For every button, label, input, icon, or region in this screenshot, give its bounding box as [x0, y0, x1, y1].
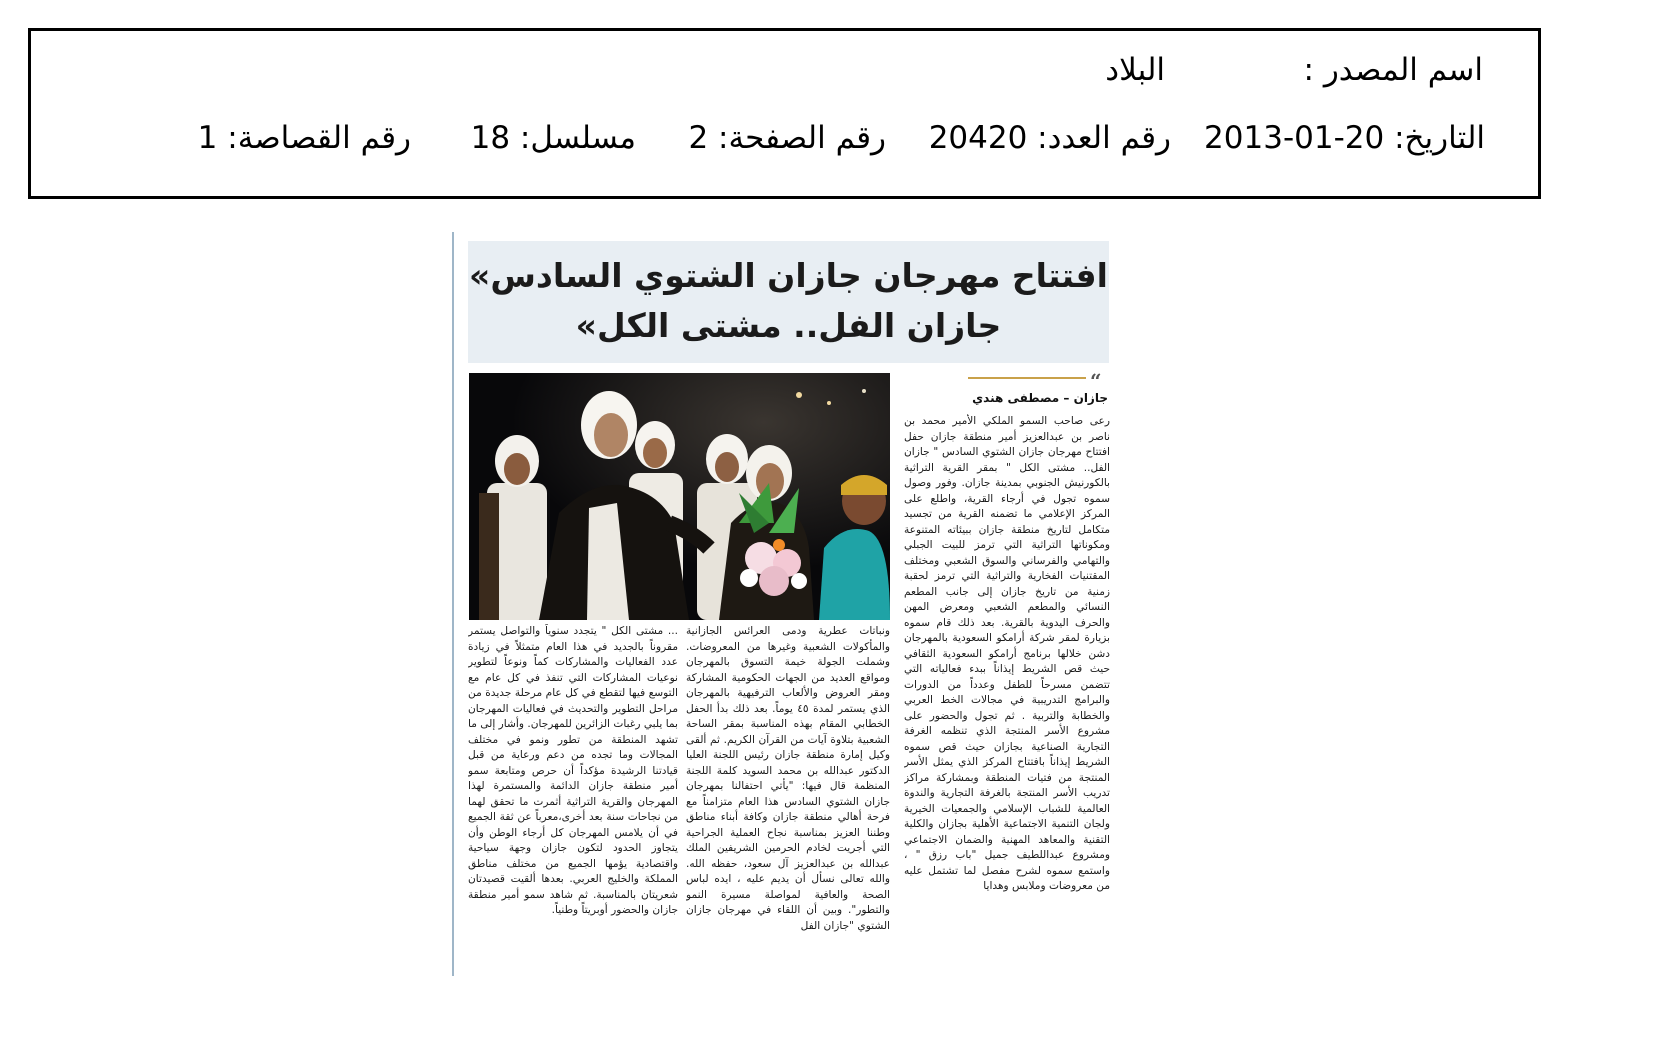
serial-number-field: مسلسل: 18	[470, 120, 636, 156]
article-column-right: رعى صاحب السمو الملكي الأمير محمد بن ناصر بن عبدالعزيز أمير منطقة جازان حفل افتتاح مهرجان جازان الشتوي السادس " جازان الفل.. مشتى الكل " بمقر القرية التراثية بالكورنيش الجنوبي بمدينة جازان. وفور وصول سموه تجول في أرجاء القرية، واطلع على المركز الإعلامي ما تضمنه القرية من تجسيد متكامل لتاريخ منطقة جازان ببيئاته المتنوعة ومكوناتها التراثية التي ترمز للبيت الجبلي والتهامي والفرساني والسوق الشعبي ومختلف المقتنيات الفخارية والتراثية التي ترمز لحقبة زمنية من تاريخ جازان إلى جانب المطعم النسائي والمطعم الشعبي ومعرض المهن والحرف اليدوية بالقرية. بعد ذلك قام سموه بزيارة لمقر شركة أرامكو السعودية بالمهرجان دشن خلالها برنامج أرامكو السعودية الثقافي حيث قص الشريط إيذاناً ببدء فعالياته التي تتضمن مسرحاً للطفل وعدداً من الدورات والبرامج التدريبية في مجالات الخط العربي والخطابة والتربية . ثم تجول والحضور على مشروع الأسر المنتجة الذي تنظمه الغرفة التجارية الصناعية بجازان حيث قص سموه الشريط إيذاناً بافتتاح المركز الذي يمثل الأسر المنتجة من فتيات المنطقة وبمشاركة مراكز تدريب الأسر المنتجة بالغرفة التجارية والندوة العالمية للشباب الإسلامي والجمعيات الخيرية ولجان التنمية الاجتماعية الأهلية بجازان والكلية التقنية والمعاهد المهنية والضمان الاجتماعي ومشروع عبداللطيف جميل "باب رزق " ، واستمع سموه لشرح مفصل لما تشتمل عليه من معروضات وملابس وهدايا	[904, 415, 1110, 892]
clipping-number-field: رقم القصاصة: 1	[197, 120, 411, 156]
quote-mark-icon: “	[1090, 369, 1102, 393]
headline-panel	[468, 241, 1109, 363]
date-field: التاريخ: 20-01-2013	[1204, 120, 1485, 156]
headline-line-2: جازان الفل.. مشتى الكل»	[575, 306, 1002, 345]
source-label: اسم المصدر :	[1303, 52, 1483, 88]
headline-line-1: افتتاح مهرجان جازان الشتوي السادس»	[469, 256, 1108, 295]
photo-illustration	[469, 373, 890, 620]
source-value: البلاد	[1105, 52, 1165, 88]
article-photo	[469, 373, 890, 620]
clipping-edge-rule	[452, 232, 454, 976]
issue-number-field: رقم العدد: 20420	[928, 120, 1171, 156]
page-number-field: رقم الصفحة: 2	[688, 120, 886, 156]
byline: جازان – مصطفى هندي	[972, 391, 1108, 405]
byline-divider	[968, 377, 1086, 379]
article-column-middle: ونباتات عطرية ودمى العرائس الجازانية والمأكولات الشعبية وغيرها من المعروضات. وشملت الجولة خيمة التسوق بالمهرجان ومواقع العديد من الجهات الحكومية المشاركة ومقر العروض والألعاب الترفيهية بالمهرجان الذي يستمر لمدة ٤٥ يوماً. بعد ذلك بدأ الحفل الخطابي المقام بهذه المناسبة بمقر الساحة الشعبية بتلاوة آيات من القرآن الكريم. ثم ألقى وكيل إمارة منطقة جازان رئيس اللجنة العليا الدكتور عبدالله بن محمد السويد كلمة اللجنة المنظمة قال فيها: "يأتي احتفالنا بمهرجان جازان الشتوي السادس هذا العام متزامناً مع فرحة أهالي منطقة جازان وكافة أبناء مناطق وطننا العزيز بمناسبة نجاح العملية الجراحية التي أجريت لخادم الحرمين الشريفين الملك عبدالله بن عبدالعزيز آل سعود، حفظه الله. والله تعالى نسأل أن يديم عليه ، ايده لباس الصحة والعافية لمواصلة مسيرة النمو والتطور". وبين أن اللقاء في مهرجان جازان الشتوي "جازان الفل	[686, 625, 890, 932]
article-column-left: ... مشتى الكل " يتجدد سنوياً والتواصل يستمر مقروناً بالجديد في هذا العام متمثلاً في زيادة عدد الفعاليات والمشاركات كماً ونوعاً لتطوير نوعيات المشاركات التي تنفذ في كل عام مع التوسع فيها لتقطع في كل عام مرحلة جديدة من مراحل التطوير والتحديث في فعاليات المهرجان بما يلبي رغبات الزائرين للمهرجان. وأشار إلى ما تشهد المنطقة من تطور ونمو في مختلف المجالات وما تجده من دعم ورعاية من قبل قيادتنا الرشيدة مؤكداً أن حرص ومتابعة سمو أمير منطقة جازان الدائمة والمستمرة لهذا المهرجان والقرية التراثية أثمرت ما تحقق لهما من نجاحات سنة بعد أخرى،معرباً عن ثقة الجميع في أن يلامس المهرجان كل أرجاء الوطن وأن يتجاوز الحدود لتكون جازان وجهة سياحية واقتصادية يؤمها الجميع من مختلف مناطق المملكة والخليج العربي. بعدها ألقيت قصيدتان شعريتان بالمناسبة. ثم شاهد سمو أمير منطقة جازان والحضور أوبريتاً وطنياً.	[468, 625, 678, 916]
